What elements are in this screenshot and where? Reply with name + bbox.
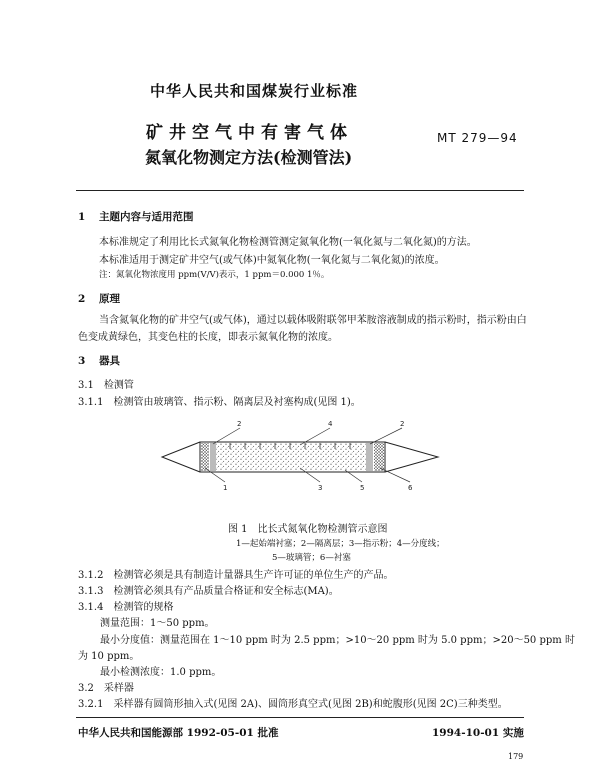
- measurement-range: 测量范围：1～50 ppm。: [100, 618, 215, 629]
- section-2-paragraph-line2: 色变成黄绿色，其变色柱的长度，即表示氮氧化物的浓度。: [78, 332, 338, 343]
- label-1: 1: [223, 484, 228, 492]
- min-detect-concentration: 最小检测浓度：1.0 ppm。: [100, 667, 222, 678]
- document-title-line2: 氮氧化物测定方法(检测管法): [145, 148, 353, 167]
- min-division-line1: 最小分度值：测量范围在 1～10 ppm 时为 2.5 ppm；>10～20 ppm 时为 5.0 ppm；>20～50 ppm 时: [100, 635, 575, 646]
- subsection-3-1: 3.1 检测管: [78, 380, 134, 391]
- approval-date: 中华人民共和国能源部 1992-05-01 批准: [78, 727, 279, 739]
- subsection-3-2: 3.2 采样器: [78, 683, 134, 694]
- label-6: 6: [408, 484, 413, 492]
- indicator-powder: [216, 443, 366, 471]
- figure-1-caption: 图 1 比长式氮氧化物检测管示意图: [228, 524, 388, 535]
- standard-org-header: 中华人民共和国煤炭行业标准: [150, 82, 359, 100]
- section-2-number: 2: [78, 293, 86, 305]
- separator-left: [210, 443, 216, 471]
- label-2-left: 2: [237, 420, 242, 428]
- standard-code: MT 279—94: [437, 131, 518, 145]
- section-3-title: 器具: [98, 355, 120, 367]
- label-2-right: 2: [400, 420, 405, 428]
- subsection-3-1-2: 3.1.2 检测管必须是具有制造计量器具生产许可证的单位生产的产品。: [78, 570, 394, 581]
- subsection-3-1-4: 3.1.4 检测管的规格: [78, 602, 174, 613]
- document-title-line1: 矿井空气中有害气体: [146, 123, 353, 143]
- min-division-line2: 为 10 ppm。: [78, 651, 140, 662]
- implementation-date: 1994-10-01 实施: [432, 727, 524, 739]
- label-5: 5: [360, 484, 365, 492]
- section-2-heading: [78, 291, 120, 306]
- detector-tube-diagram: [150, 418, 450, 508]
- start-plug: [201, 443, 209, 471]
- figure-1-legend-line1: 1—起始端衬塞；2—隔离层；3—指示粉；4—分度线；: [236, 539, 445, 549]
- label-4: 4: [328, 420, 333, 428]
- section-1-paragraph-2: 本标准适用于测定矿井空气(或气体)中氮氧化物(一氧化氮与二氧化氮)的浓度。: [99, 255, 445, 266]
- header-divider: [76, 190, 524, 191]
- section-2-title: 原理: [98, 293, 120, 305]
- section-1-title: 主题内容与适用范围: [98, 211, 194, 223]
- section-1-paragraph-1: 本标准规定了利用比长式氮氧化物检测管测定氮氧化物(一氧化氮与二氧化氮)的方法。: [99, 237, 477, 248]
- label-3: 3: [318, 484, 323, 492]
- figure-1-legend-line2: 5—玻璃管；6—衬塞: [272, 553, 351, 563]
- footer-divider: [76, 717, 524, 718]
- page-number: 179: [508, 752, 524, 761]
- subsection-3-1-3: 3.1.3 检测管必须具有产品质量合格证和安全标志(MA)。: [78, 586, 339, 597]
- end-plug: [374, 443, 384, 471]
- section-1-note: 注：氮氧化物浓度用 ppm(V/V)表示，1 ppm＝0.000 1％。: [99, 270, 330, 280]
- separator-right: [366, 443, 373, 471]
- subsection-3-1-1: 3.1.1 检测管由玻璃管、指示粉、隔离层及衬塞构成(见图 1)。: [78, 397, 361, 408]
- section-1-heading: [78, 209, 193, 224]
- section-2-paragraph-line1: 当含氮氧化物的矿井空气(或气体)，通过以载体吸附联邻甲苯胺溶液制成的指示粉时，指示粉由白: [99, 315, 527, 326]
- section-1-number: 1: [78, 211, 86, 223]
- section-3-heading: [78, 353, 120, 368]
- section-3-number: 3: [78, 355, 86, 367]
- subsection-3-2-1: 3.2.1 采样器有圆筒形抽入式(见图 2A)、圆筒形真空式(见图 2B)和蛇腹形(见图 2C)三种类型。: [78, 699, 508, 710]
